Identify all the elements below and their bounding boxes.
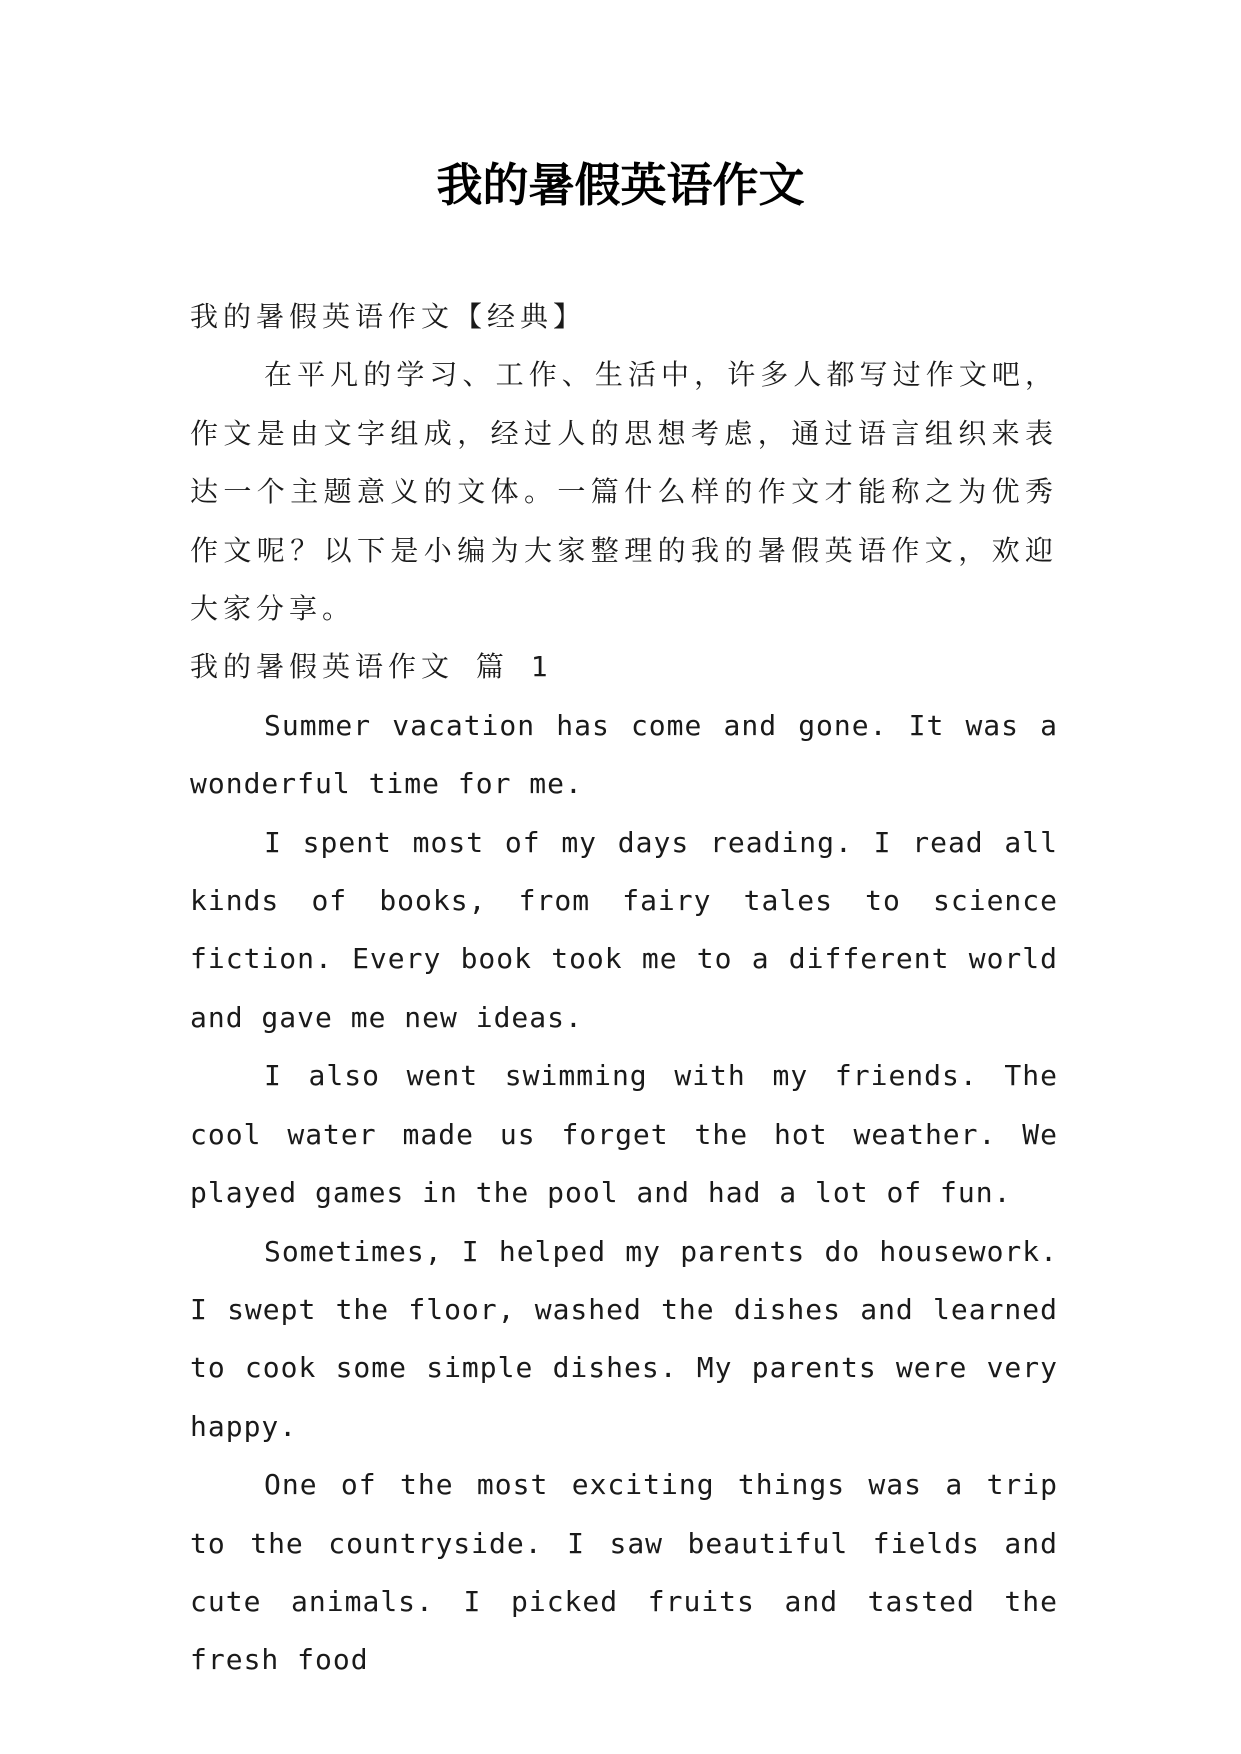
intro-paragraph: 在平凡的学习、工作、生活中，许多人都写过作文吧，作文是由文字组成，经过人的思想考虑，通过语言组织来表达一个主题意义的文体。一篇什么样的作文才能称之为优秀作文呢？以下是小编为大家整理的我的暑假英语作文，欢迎大家分享。 xyxy=(190,358,1058,626)
essay-paragraph-4: Sometimes, I helped my parents do housework. I swept the floor, washed the dishes and learned to cook some simple dishes. My parents were very happy. xyxy=(190,1234,1058,1443)
essay-paragraph-2: I spent most of my days reading. I read all kinds of books, from fairy tales to science fiction. Every book took me to a different world and gave me new ideas. xyxy=(190,825,1058,1034)
document-subtitle: 我的暑假英语作文【经典】 xyxy=(190,300,587,333)
document-title: 我的暑假英语作文 xyxy=(436,158,805,212)
section-heading: 我的暑假英语作文 篇 1 xyxy=(190,650,553,684)
essay-paragraph-3: I also went swimming with my friends. The cool water made us forget the hot weather. We played games in the pool and had a lot of fun. xyxy=(190,1059,1058,1210)
document-body xyxy=(190,288,1058,1690)
essay-paragraph-1: Summer vacation has come and gone. It was a wonderful time for me. xyxy=(190,708,1058,801)
essay-paragraph-5: One of the most exciting things was a trip to the countryside. I saw beautiful fields and cute animals. I picked fruits and tasted the fresh food xyxy=(190,1468,1058,1677)
